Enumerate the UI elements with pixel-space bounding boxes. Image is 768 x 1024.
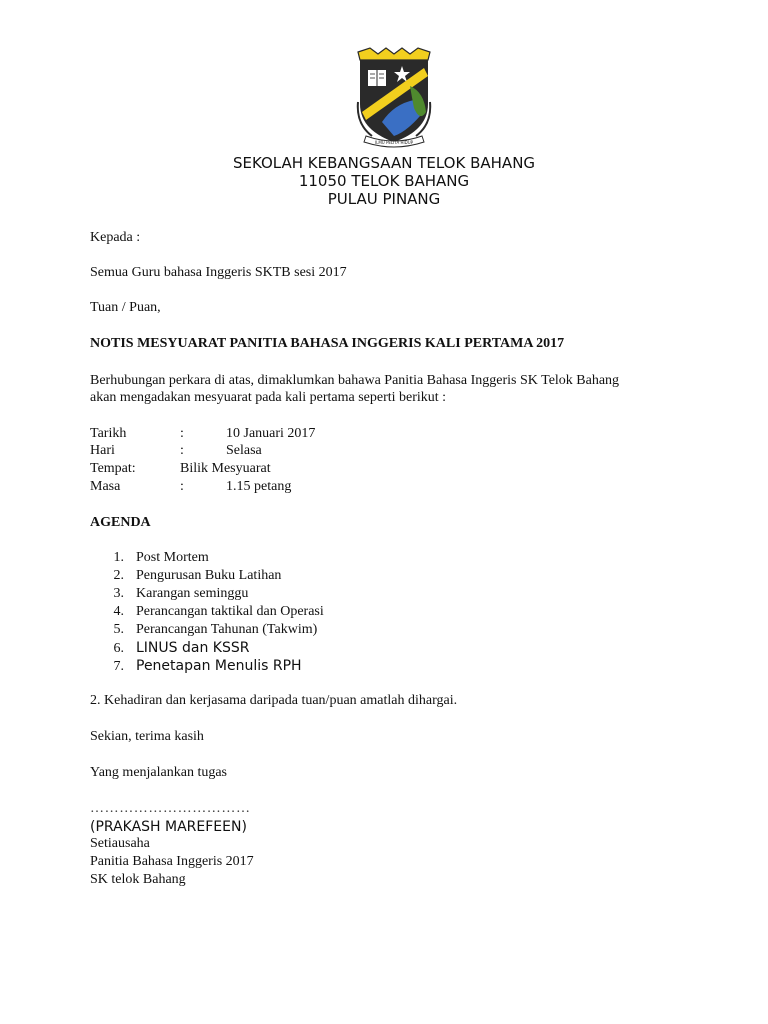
agenda-item-text: Penetapan Menulis RPH (136, 658, 302, 674)
school-state: PULAU PINANG (327, 190, 441, 208)
agenda-item-text: Perancangan Tahunan (Takwim) (136, 622, 318, 637)
agenda-item (100, 603, 324, 621)
agenda-item (100, 567, 281, 585)
detail-value-time: 1.15 petang (226, 479, 292, 494)
agenda-item (100, 585, 248, 603)
detail-sep-time: : (180, 479, 184, 494)
detail-value-date: 10 Januari 2017 (226, 426, 316, 441)
school-postcode-town: 11050 TELOK BAHANG (298, 172, 470, 190)
agenda-item-number: 2. (113, 568, 124, 583)
agenda-heading: AGENDA (90, 515, 151, 530)
agenda-item-number: 7. (113, 659, 124, 674)
agenda-item-text: Karangan seminggu (136, 586, 249, 601)
detail-value-day: Selasa (226, 443, 262, 458)
to-label: Kepada : (90, 230, 141, 245)
detail-label-place: Tempat: (90, 461, 136, 476)
detail-label-date: Tarikh (90, 426, 127, 441)
agenda-item (100, 639, 249, 658)
signature-line: …………………………… (90, 801, 251, 816)
detail-label-day: Hari (90, 443, 115, 458)
closing-duty: Yang menjalankan tugas (90, 765, 227, 780)
agenda-item-text: Pengurusan Buku Latihan (136, 568, 282, 583)
attendance-note: 2. Kehadiran dan kerjasama daripada tuan/puan amatlah dihargai. (90, 693, 458, 708)
signatory-committee: Panitia Bahasa Inggeris 2017 (90, 854, 254, 869)
detail-label-time: Masa (90, 479, 121, 494)
agenda-item (100, 621, 317, 639)
intro-line-1: Berhubungan perkara di atas, dimaklumkan bahawa Panitia Bahasa Inggeris SK Telok Bahang (90, 373, 620, 388)
closing-thanks: Sekian, terima kasih (90, 729, 204, 744)
svg-text:ILMU PELITA HIDUP: ILMU PELITA HIDUP (374, 140, 414, 145)
agenda-item-text: Post Mortem (136, 550, 209, 565)
agenda-item-text: LINUS dan KSSR (136, 640, 250, 656)
signatory-role: Setiausaha (90, 836, 150, 851)
agenda-item-number: 3. (113, 586, 124, 601)
salutation: Tuan / Puan, (90, 300, 161, 315)
agenda-item (100, 657, 302, 676)
agenda-item-text: Perancangan taktikal dan Operasi (136, 604, 324, 619)
agenda-item-number: 1. (113, 550, 124, 565)
notice-subject: NOTIS MESYUARAT PANITIA BAHASA INGGERIS KALI PERTAMA 2017 (90, 336, 565, 351)
detail-value-place: Bilik Mesyuarat (180, 461, 271, 476)
school-crest-icon (354, 46, 434, 150)
agenda-item (100, 549, 209, 567)
signatory-school: SK telok Bahang (90, 872, 186, 887)
agenda-item-number: 4. (113, 604, 124, 619)
to-value: Semua Guru bahasa Inggeris SKTB sesi 2017 (90, 265, 347, 280)
school-header (0, 154, 768, 208)
agenda-item-number: 6. (113, 641, 124, 656)
agenda-item-number: 5. (113, 622, 124, 637)
school-name: SEKOLAH KEBANGSAAN TELOK BAHANG (232, 154, 536, 172)
intro-line-2: akan mengadakan mesyuarat pada kali pertama seperti berikut : (90, 390, 447, 405)
detail-sep-date: : (180, 426, 184, 441)
detail-sep-day: : (180, 443, 184, 458)
signatory-name: (PRAKASH MAREFEEN) (90, 819, 247, 835)
